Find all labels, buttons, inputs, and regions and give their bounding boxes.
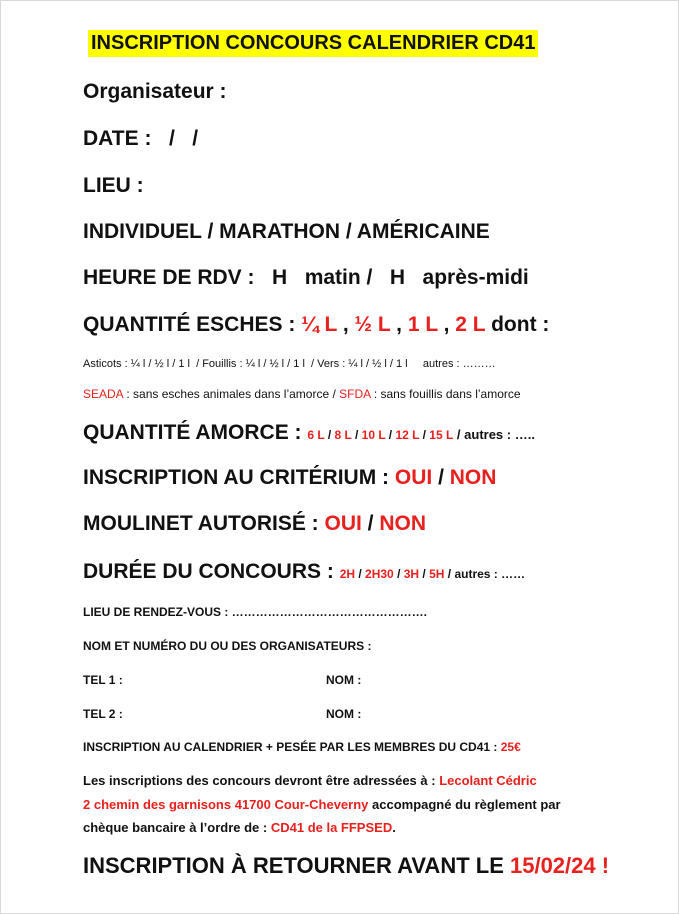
separator: / — [385, 428, 396, 442]
page-title: INSCRIPTION CONCOURS CALENDRIER CD41 — [88, 30, 538, 57]
lieu-label: LIEU : — [83, 174, 144, 197]
esches-option: 2 L — [455, 313, 486, 336]
adresse-line-2 — [83, 797, 561, 812]
adresse-text: chèque bancaire à l’ordre de : — [83, 820, 271, 835]
esches-option: ¼ L — [301, 313, 337, 336]
retour-line — [83, 853, 609, 879]
tel1-label: TEL 1 : — [83, 673, 123, 687]
moulinet-line — [83, 512, 426, 536]
duree-suffix: / autres : …… — [444, 567, 526, 581]
criterium-oui: OUI — [394, 466, 433, 489]
seada-line — [83, 387, 521, 401]
adresse-text: accompagné du règlement par — [368, 797, 561, 812]
duree-option: 2H — [339, 567, 356, 581]
adresse-street: 2 chemin des garnisons 41700 Cour-Cheverny — [83, 797, 369, 812]
separator: / — [361, 512, 380, 535]
esches-option: 1 L — [407, 313, 438, 336]
criterium-line — [83, 466, 496, 490]
duree-option: 3H — [403, 567, 420, 581]
criterium-label: INSCRIPTION AU CRITÉRIUM : — [83, 466, 395, 489]
pesee-price: 25€ — [500, 740, 521, 754]
criterium-non: NON — [449, 466, 497, 489]
separator: , — [437, 313, 456, 336]
seada-abbr: SEADA — [83, 387, 124, 401]
esches-label: QUANTITÉ ESCHES : — [83, 313, 302, 336]
duree-label: DURÉE DU CONCOURS : — [83, 560, 340, 583]
tel1-row — [83, 673, 583, 687]
organisateurs-line: NOM ET NUMÉRO DU OU DES ORGANISATEURS : — [83, 639, 372, 653]
separator: , — [390, 313, 408, 336]
separator: / — [419, 567, 430, 581]
seada-text: : sans esches animales dans l’amorce / — [123, 387, 340, 401]
amorce-option: 12 L — [395, 428, 420, 442]
esches-suffix: dont : — [485, 313, 550, 336]
adresse-line-1 — [83, 773, 537, 788]
tel2-label: TEL 2 : — [83, 707, 123, 721]
adresse-text: Les inscriptions des concours devront être adressées à : — [83, 773, 440, 788]
pesee-line — [83, 740, 521, 754]
sfda-text: : sans fouillis dans l’amorce — [370, 387, 521, 401]
nom1-label: NOM : — [326, 673, 362, 687]
separator: / — [351, 428, 362, 442]
separator: , — [336, 313, 355, 336]
date-label: DATE : / / — [83, 127, 199, 150]
tel2-row — [83, 707, 583, 721]
adresse-name: Lecolant Cédric — [439, 773, 537, 788]
separator: / — [432, 466, 450, 489]
retour-label: INSCRIPTION À RETOURNER AVANT LE — [83, 853, 510, 878]
amorce-option: 8 L — [334, 428, 352, 442]
amorce-option: 10 L — [361, 428, 386, 442]
adresse-payee: CD41 de la FFPSED — [270, 820, 393, 835]
moulinet-label: MOULINET AUTORISÉ : — [83, 512, 325, 535]
separator: / — [419, 428, 430, 442]
sfda-abbr: SFDA — [339, 387, 371, 401]
adresse-line-3 — [83, 820, 396, 835]
nom2-label: NOM : — [326, 707, 362, 721]
duree-option: 2H30 — [365, 567, 394, 581]
esches-option: ½ L — [354, 313, 391, 336]
separator: / — [324, 428, 335, 442]
esches-details: Asticots : ¼ l / ½ l / 1 l / Fouillis : ¼ l / ½ l / 1 l / Vers : ¼ l / ½ l / 1 l autres : ……… — [83, 358, 496, 370]
duree-option: 5H — [429, 567, 445, 581]
amorce-suffix: / autres : ….. — [453, 427, 535, 442]
duree-line — [83, 560, 525, 584]
organisateur-label: Organisateur : — [83, 80, 227, 103]
moulinet-non: NON — [379, 512, 427, 535]
adresse-text: . — [392, 820, 396, 835]
heure-rdv-line: HEURE DE RDV : H matin / H après-midi — [83, 266, 529, 289]
type-line: INDIVIDUEL / MARATHON / AMÉRICAINE — [83, 220, 490, 243]
moulinet-oui: OUI — [324, 512, 362, 535]
amorce-label: QUANTITÉ AMORCE : — [83, 421, 308, 444]
amorce-option: 15 L — [429, 428, 454, 442]
separator: / — [355, 567, 366, 581]
esches-line — [83, 313, 549, 337]
amorce-line — [83, 421, 535, 445]
pesee-label: INSCRIPTION AU CALENDRIER + PESÉE PAR LES MEMBRES DU CD41 : — [83, 740, 501, 754]
separator: / — [393, 567, 404, 581]
rdv-line: LIEU DE RENDEZ-VOUS : …………………………………………. — [83, 605, 428, 619]
retour-date: 15/02/24 ! — [509, 853, 610, 878]
amorce-option: 6 L — [307, 428, 325, 442]
